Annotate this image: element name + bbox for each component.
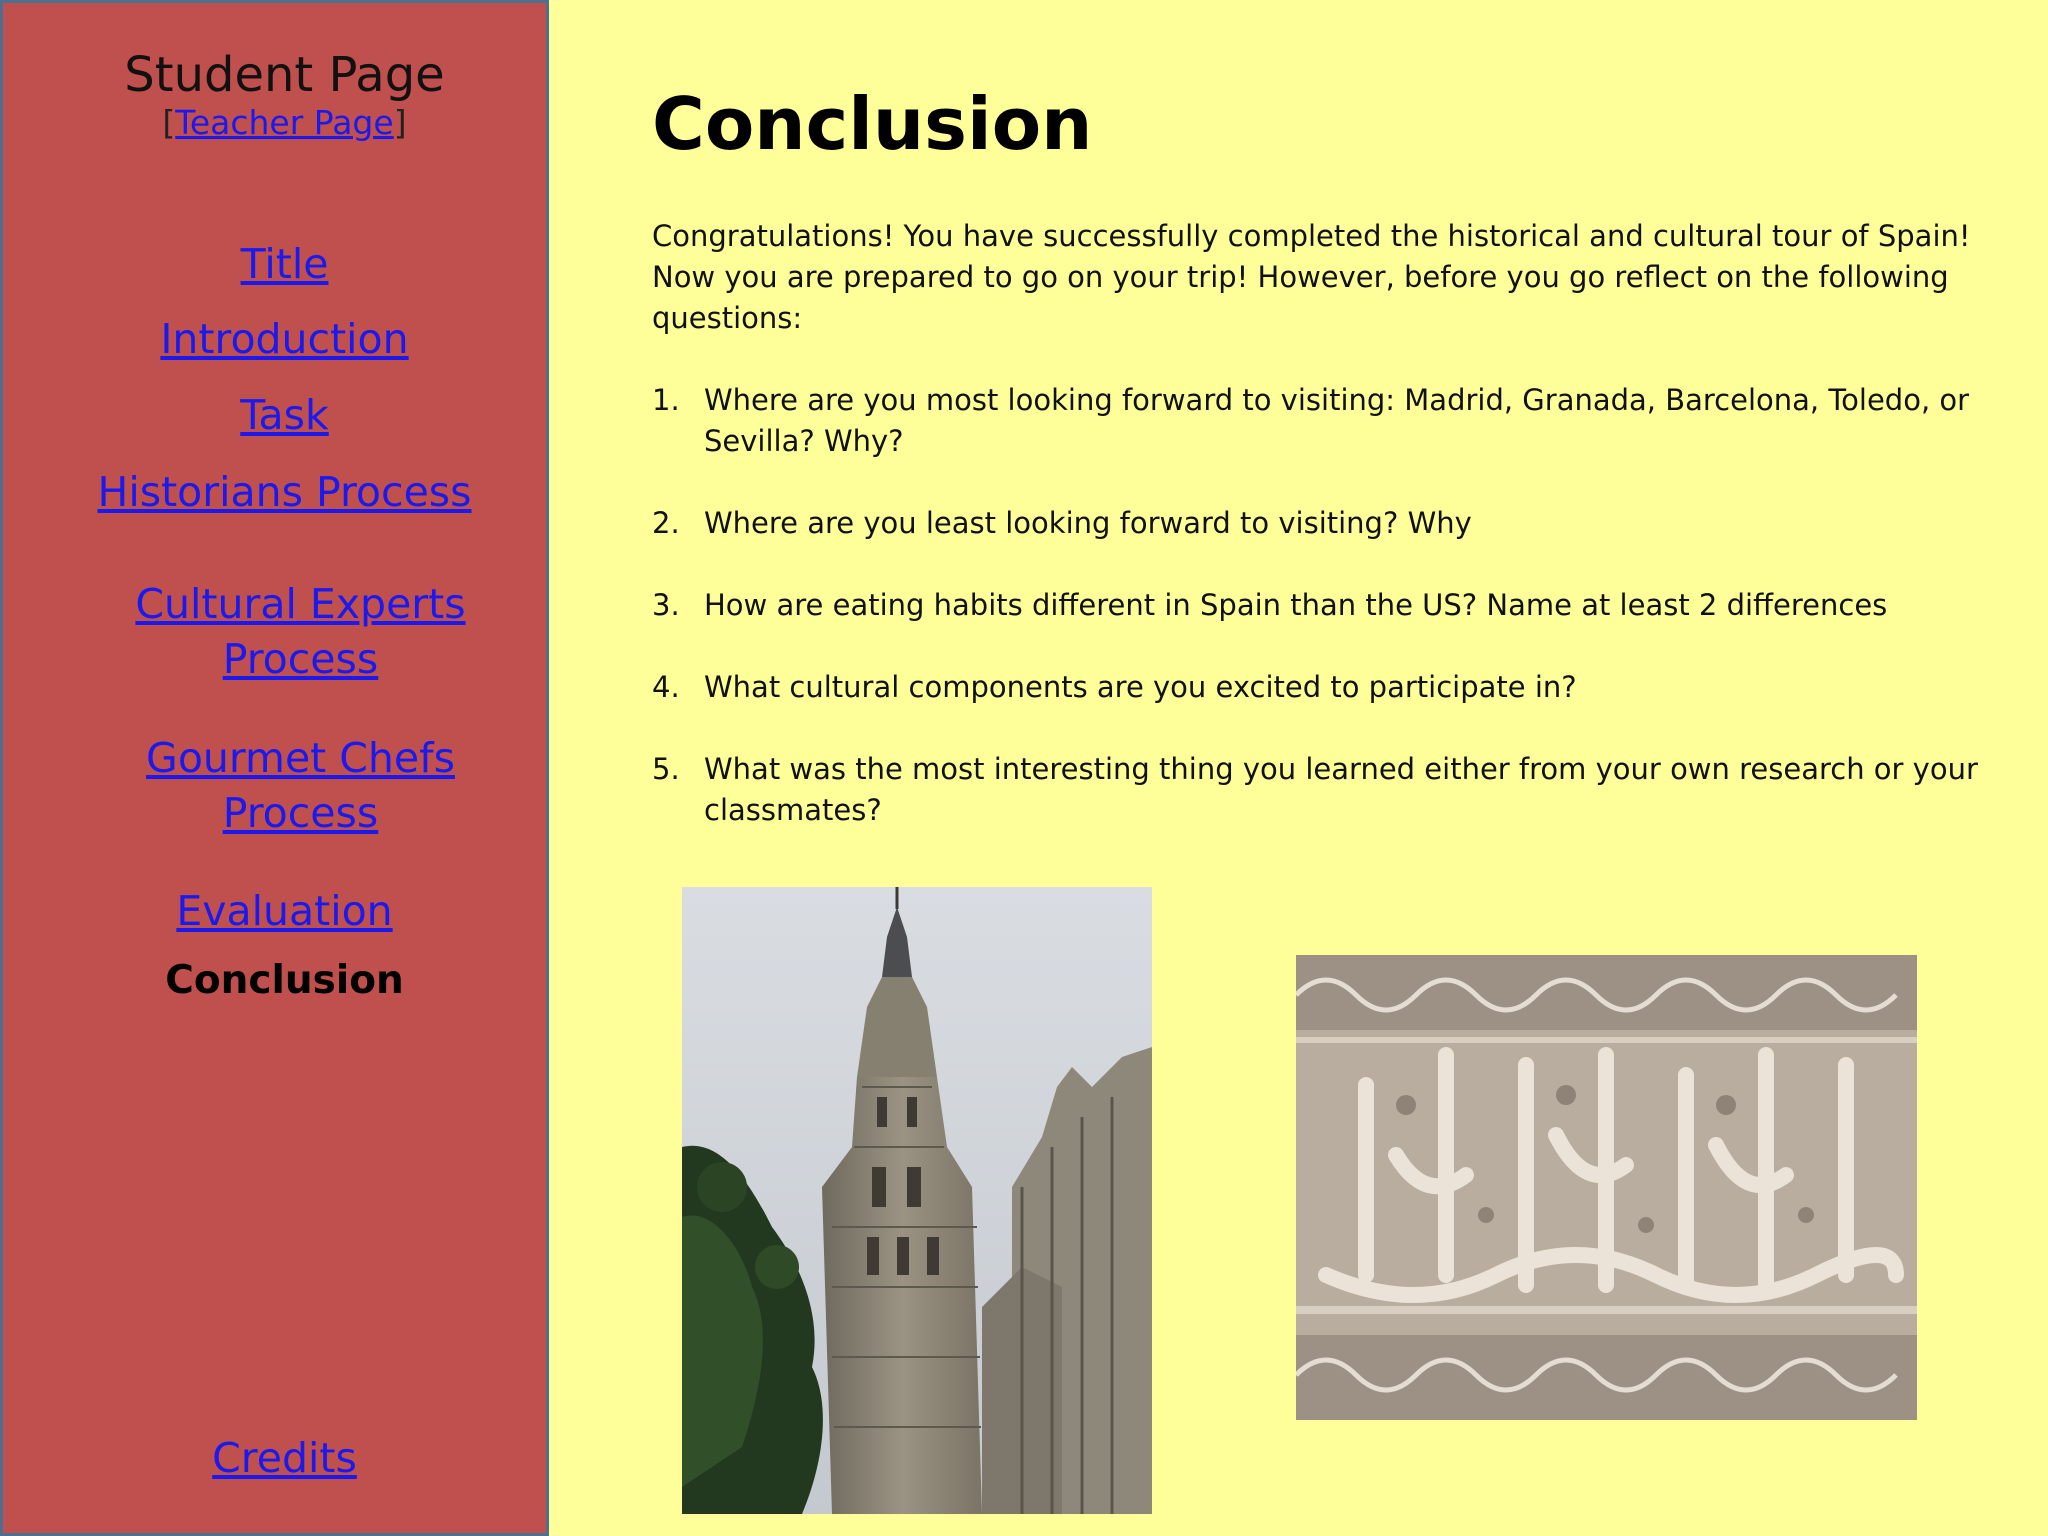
nav-current-conclusion: Conclusion bbox=[165, 958, 404, 1003]
nav-link-cultural-experts-process[interactable]: Cultural Experts Process bbox=[135, 580, 466, 683]
nav-link-title[interactable]: Title bbox=[240, 240, 329, 288]
nav-wrap-historians-process bbox=[3, 465, 566, 520]
question-item: 1. Where are you most looking forward to visiting: Madrid, Granada, Barcelona, Toledo, or Sevilla? Why? bbox=[652, 383, 1970, 458]
nav-wrap-task bbox=[3, 388, 566, 443]
teacher-page-link[interactable]: Teacher Page bbox=[175, 103, 394, 142]
question-item: 5. What was the most interesting thing you learned either from your own research or your classmates? bbox=[652, 752, 1978, 827]
nav-link-historians-process[interactable]: Historians Process bbox=[97, 468, 472, 516]
nav-link-credits[interactable]: Credits bbox=[212, 1434, 357, 1482]
intro-paragraph: Congratulations! You have successfully completed the historical and cultural tour of Spain! Now you are prepared to go on your trip! However, before you go reflect on the following questions: bbox=[652, 219, 1971, 335]
nav-wrap-credits bbox=[3, 1431, 566, 1486]
nav-wrap-title bbox=[3, 237, 566, 292]
sidebar bbox=[0, 0, 549, 1536]
nav-wrap-evaluation bbox=[3, 884, 566, 939]
nav-wrap-gourmet-chefs-process bbox=[19, 731, 582, 841]
cathedral-photo bbox=[682, 887, 1152, 1514]
nav-link-gourmet-chefs-process[interactable]: Gourmet Chefs Process bbox=[146, 734, 455, 837]
nav-link-task[interactable]: Task bbox=[240, 391, 329, 439]
nav-wrap-introduction bbox=[3, 312, 566, 367]
arabesque-carving-photo bbox=[1296, 955, 1917, 1420]
nav-wrap-cultural-experts-process bbox=[19, 577, 582, 687]
question-item: 4. What cultural components are you excited to participate in? bbox=[652, 670, 1577, 704]
nav-link-evaluation[interactable]: Evaluation bbox=[176, 887, 393, 935]
teacher-page-link-wrapper: [Teacher Page] bbox=[162, 103, 407, 142]
question-item: 2. Where are you least looking forward to visiting? Why bbox=[652, 506, 1472, 540]
question-item: 3. How are eating habits different in Spain than the US? Name at least 2 differences bbox=[652, 588, 1888, 622]
student-page-heading: Student Page bbox=[124, 47, 445, 103]
nav-link-introduction[interactable]: Introduction bbox=[160, 315, 409, 363]
question-list bbox=[652, 380, 1992, 872]
page-title: Conclusion bbox=[652, 82, 1093, 166]
